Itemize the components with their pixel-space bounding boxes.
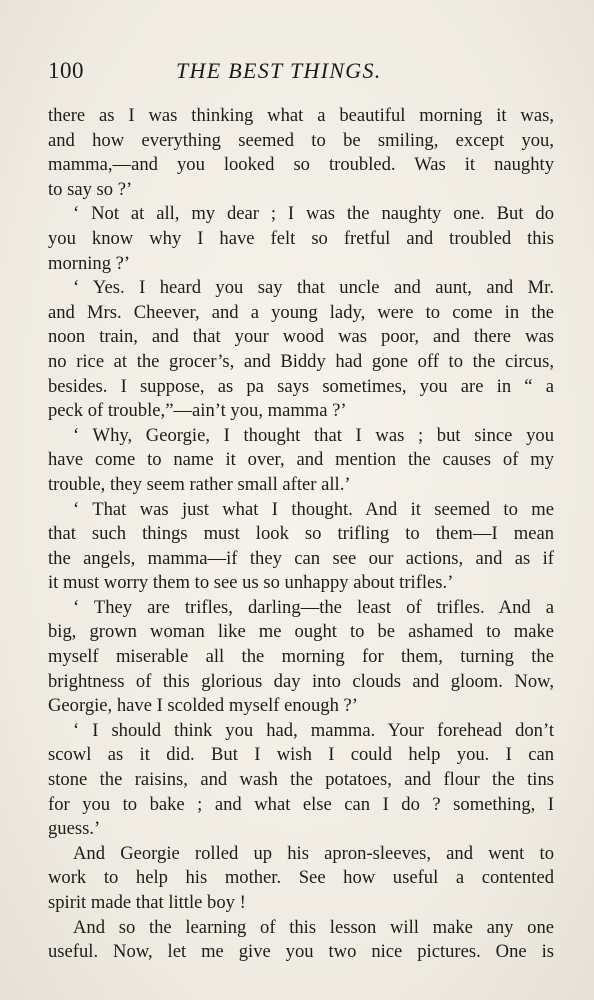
text-line: myself miserable all the morning for them, turning the [48,646,554,668]
text-line: guess.’ [48,818,101,840]
text-line: ‘ Not at all, my dear ; I was the naughty one. But do [73,203,554,225]
text-line: ‘ That was just what I thought. And it seemed to me [73,498,554,520]
text-line: and how everything seemed to be smiling, except you, [48,129,554,151]
text-line: there as I was thinking what a beautiful morning it was, [48,105,554,126]
text-line: mamma,—and you looked so troubled. Was it naughty [48,154,554,176]
text-line: spirit made that little boy ! [48,892,246,913]
body-text [48,104,554,965]
page-number: 100 [48,58,84,83]
text-line: peck of trouble,”—ain’t you, mamma ?’ [48,400,347,422]
text-line: besides. I suppose, as pa says sometimes, you are in “ a [48,375,554,397]
text-line: ‘ Yes. I heard you say that uncle and aunt, and Mr. [73,277,554,299]
text-line: And Georgie rolled up his apron-sleeves, and went to [73,842,554,864]
text-line: no rice at the grocer’s, and Biddy had gone off to the circus, [48,350,554,372]
text-line: work to help his mother. See how useful a contented [48,867,554,889]
text-line: that such things must look so trifling to them—I mean [48,523,554,545]
text-line: for you to bake ; and what else can I do ? something, I [48,793,554,815]
text-line: useful. Now, let me give you two nice pictures. One is [48,941,554,963]
text-line: stone the raisins, and wash the potatoes, and flour the tins [48,769,554,791]
text-line: And so the learning of this lesson will make any one [73,916,554,938]
text-line: morning ?’ [48,252,131,274]
text-line: it must worry them to see us so unhappy about trifles.’ [48,572,454,594]
text-line: the angels, mamma—if they can see our actions, and as if [48,547,554,569]
text-line: you know why I have felt so fretful and troubled this [48,227,554,249]
text-line: ‘ They are trifles, darling—the least of trifles. And a [73,596,554,618]
text-line: trouble, they seem rather small after all.’ [48,473,351,495]
text-line: ‘ I should think you had, mamma. Your forehead don’t [73,719,554,741]
text-line: big, grown woman like me ought to be ashamed to make [48,621,554,643]
text-line: to say so ?’ [48,178,133,200]
text-line: ‘ Why, Georgie, I thought that I was ; but since you [73,424,554,446]
text-line: and Mrs. Cheever, and a young lady, were to come in the [48,301,554,323]
text-line: have come to name it over, and mention the causes of my [48,449,554,471]
running-head [48,58,554,86]
text-line: scowl as it did. But I wish I could help you. I can [48,744,554,766]
text-line: Georgie, have I scolded myself enough ?’ [48,695,358,717]
text-line: brightness of this glorious day into clouds and gloom. Now, [48,670,554,692]
running-title: THE BEST THINGS. [176,58,382,83]
text-line: noon train, and that your wood was poor, and there was [48,326,554,348]
